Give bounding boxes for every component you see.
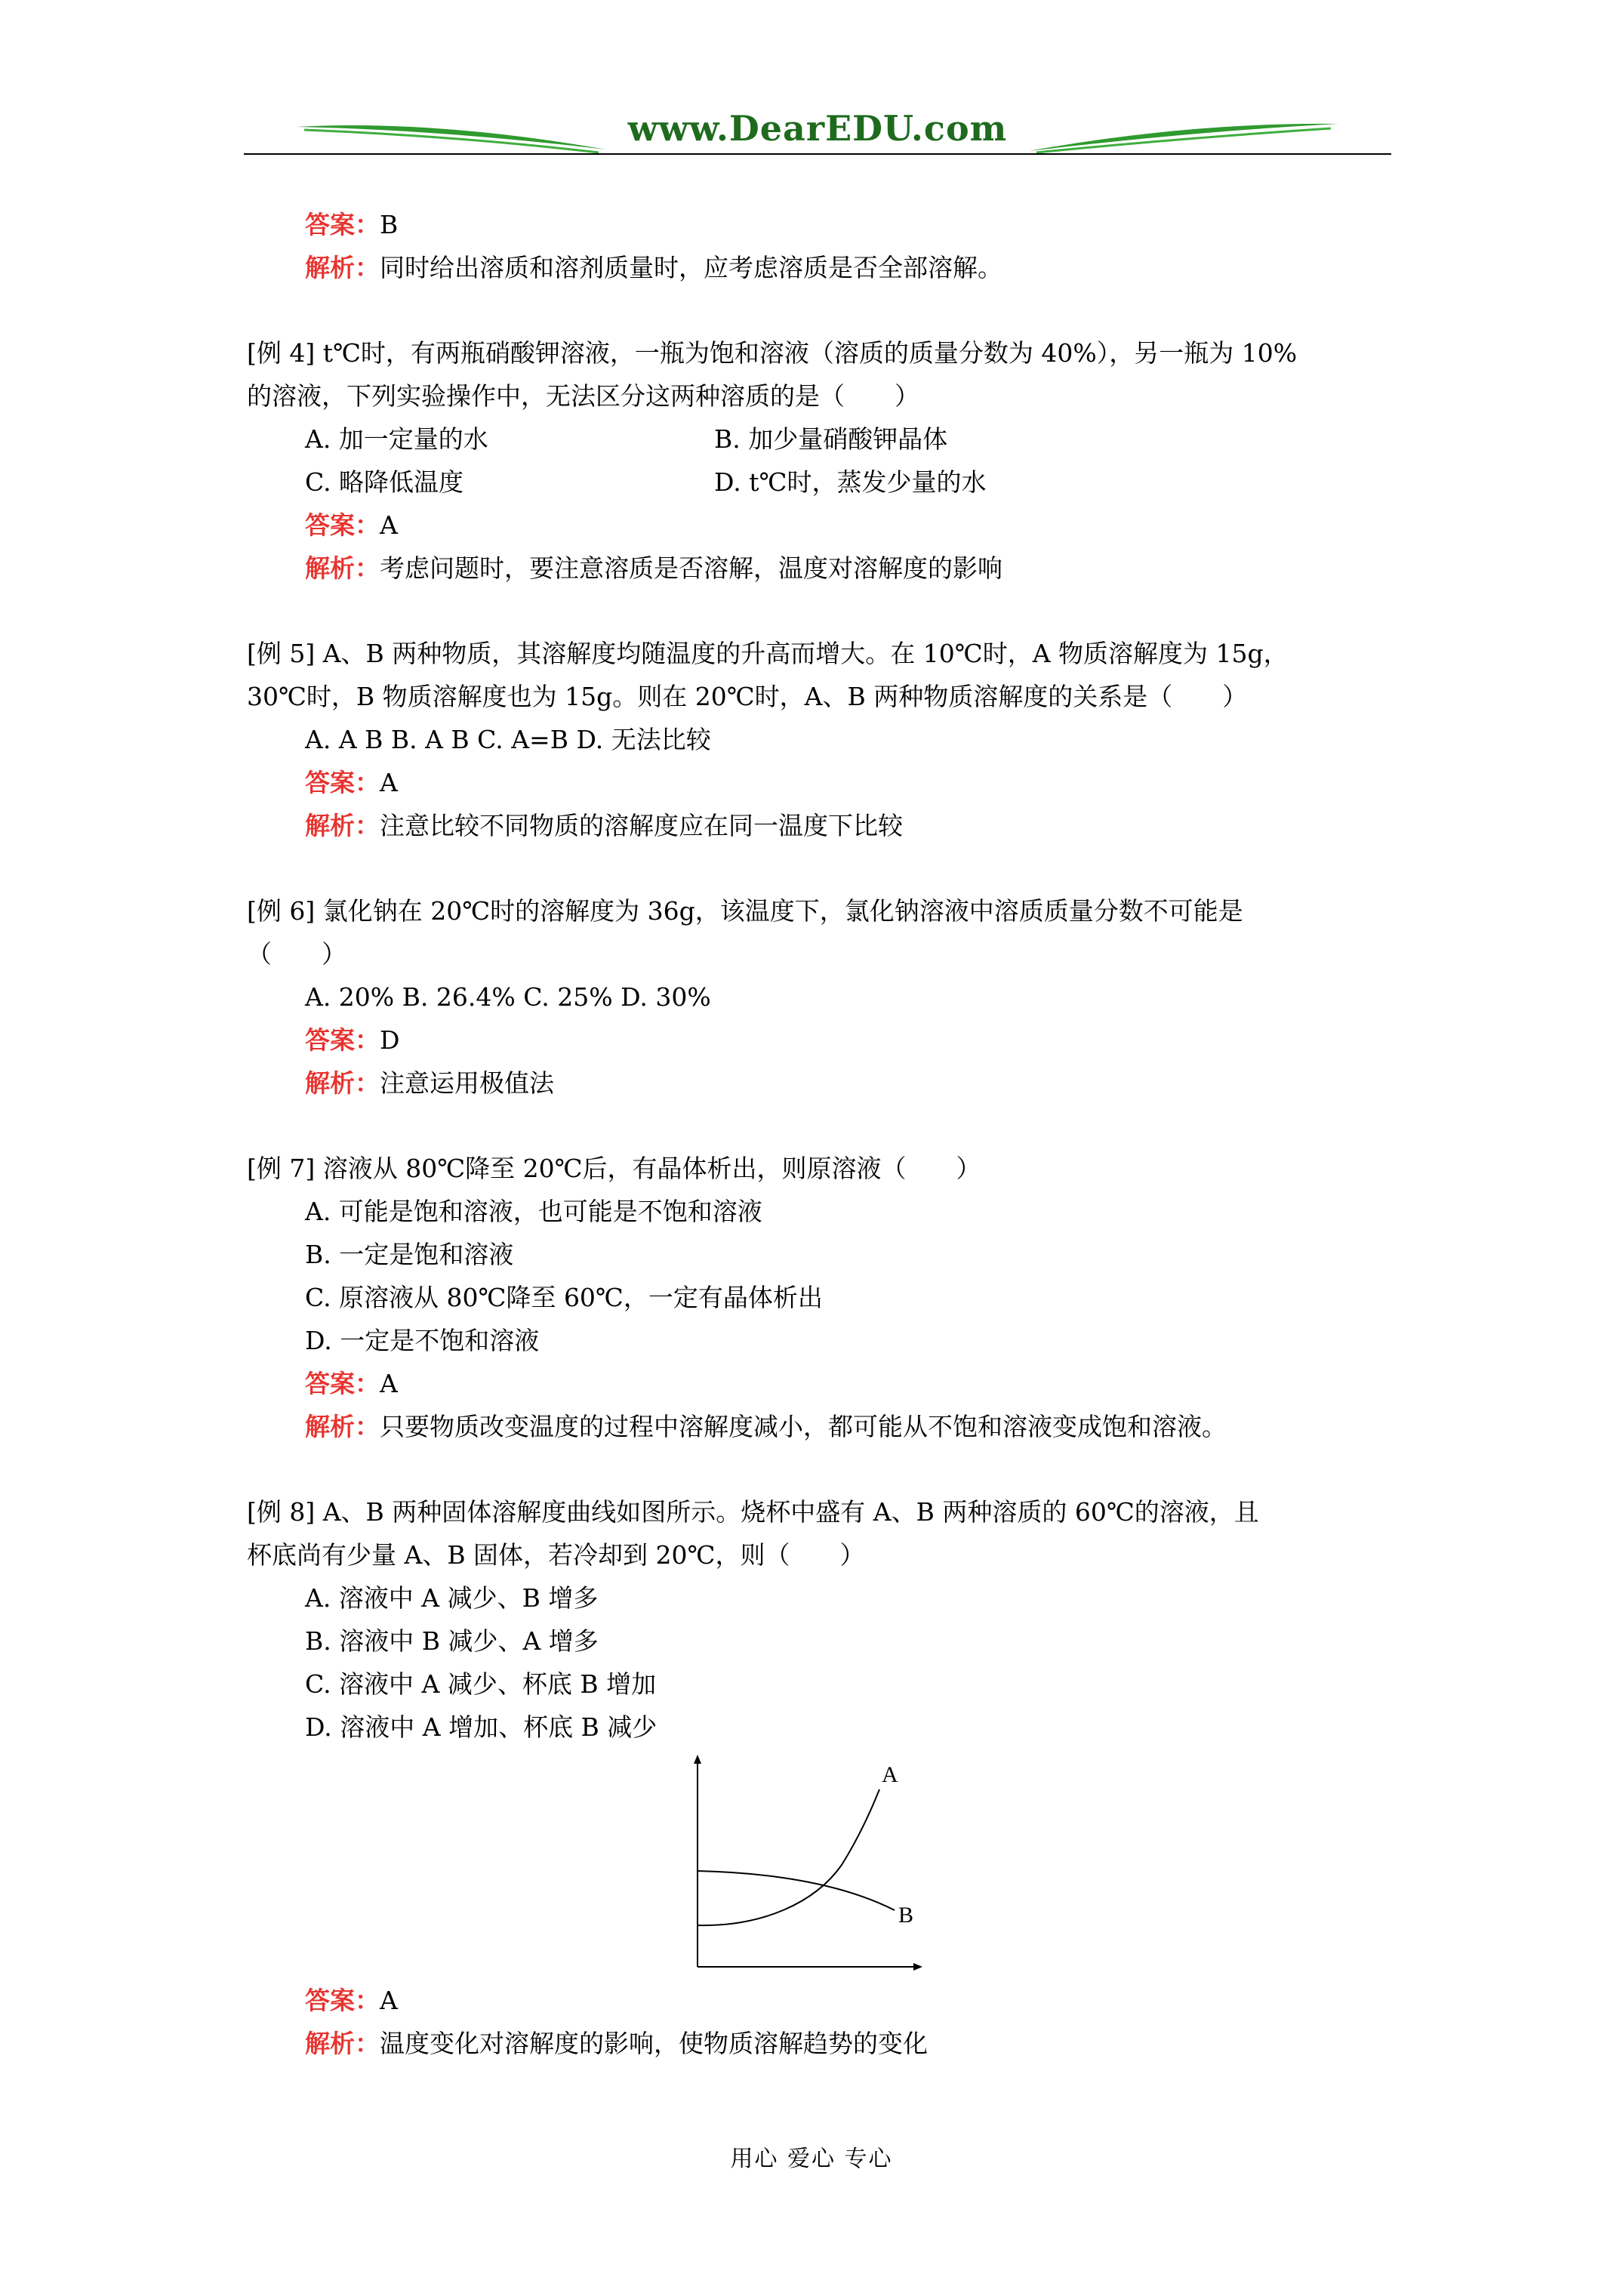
answer-text: 注意比较不同物质的溶解度应在同一温度下比较 xyxy=(380,811,903,840)
answer-line xyxy=(305,766,398,800)
answer-text: 只要物质改变温度的过程中溶解度减小，都可能从不饱和溶液变成饱和溶液。 xyxy=(380,1412,1227,1441)
option-item: C. 溶液中 A 减少、杯底 B 增加 xyxy=(305,1669,657,1699)
header-rule xyxy=(244,153,1391,155)
answer-label: 答案： xyxy=(305,210,380,239)
page-footer: 用心 爱心 专心 xyxy=(730,2146,893,2172)
option-item: A. 20% B. 26.4% C. 25% D. 30% xyxy=(305,982,711,1012)
answer-text: 考虑问题时，要注意溶质是否溶解，温度对溶解度的影响 xyxy=(380,553,1002,583)
option-item: A. 溶液中 A 减少、B 增多 xyxy=(305,1583,599,1613)
answer-line xyxy=(305,1024,399,1057)
analysis-line xyxy=(305,809,903,843)
analysis-line xyxy=(305,1410,1227,1444)
analysis-line xyxy=(305,552,1002,585)
answer-text: 注意运用极值法 xyxy=(380,1068,554,1098)
answer-label: 解析： xyxy=(305,1412,380,1441)
y-axis-arrow-icon xyxy=(694,1755,701,1764)
question-line: [例 8] A、B 两种固体溶解度曲线如图所示。烧杯中盛有 A、B 两种溶质的 60℃的溶液，且 xyxy=(247,1497,1259,1527)
answer-label: 答案： xyxy=(305,1025,380,1055)
curve-a xyxy=(698,1789,879,1925)
question-line: [例 6] 氯化钠在 20℃时的溶解度为 36g，该温度下，氯化钠溶液中溶质质量分数不可能是 xyxy=(247,896,1243,926)
answer-label: 解析： xyxy=(305,553,380,583)
answer-line xyxy=(305,509,398,542)
option-item: D. 一定是不饱和溶液 xyxy=(305,1326,540,1355)
solubility-curve-figure xyxy=(679,1752,936,1978)
answer-line xyxy=(305,1984,398,2017)
site-logo-text: www.DearEDU.com xyxy=(627,108,1008,149)
answer-text: D xyxy=(380,1025,400,1055)
answer-line xyxy=(305,1367,398,1401)
option-item: B. 一定是饱和溶液 xyxy=(305,1240,514,1269)
option-item: C. 原溶液从 80℃降至 60℃，一定有晶体析出 xyxy=(305,1283,823,1312)
answer-label: 答案： xyxy=(305,768,380,797)
answer-line xyxy=(305,208,398,242)
answer-label: 答案： xyxy=(305,510,380,540)
analysis-line xyxy=(305,2027,928,2060)
analysis-line xyxy=(305,251,1002,285)
answer-text: A xyxy=(380,510,398,540)
answer-label: 解析： xyxy=(305,1068,380,1098)
right-swoosh-icon xyxy=(1029,124,1338,151)
answer-text: A xyxy=(380,1369,398,1398)
answer-text: 温度变化对溶解度的影响，使物质溶解趋势的变化 xyxy=(380,2029,928,2058)
answer-label: 解析： xyxy=(305,811,380,840)
answer-label: 答案： xyxy=(305,1369,380,1398)
option-item: D. t℃时，蒸发少量的水 xyxy=(714,467,987,497)
question-line: [例 5] A、B 两种物质，其溶解度均随温度的升高而增大。在 10℃时，A 物质溶解度为 15g， xyxy=(247,639,1289,668)
x-axis-arrow-icon xyxy=(913,1963,922,1971)
answer-label: 答案： xyxy=(305,1986,380,2015)
question-line: （ ） xyxy=(247,939,346,969)
answer-text: A xyxy=(380,1986,398,2015)
page-header xyxy=(244,106,1391,166)
option-item: D. 溶液中 A 增加、杯底 B 减少 xyxy=(305,1712,658,1742)
answer-label: 解析： xyxy=(305,253,380,282)
answer-text: A xyxy=(380,768,398,797)
option-item: C. 略降低温度 xyxy=(305,467,464,497)
question-line: [例 4] t℃时，有两瓶硝酸钾溶液，一瓶为饱和溶液（溶质的质量分数为 40%），另一瓶为 10% xyxy=(247,338,1298,368)
answer-label: 解析： xyxy=(305,2029,380,2058)
option-item: B. 溶液中 B 减少、A 增多 xyxy=(305,1626,599,1656)
answer-text: 同时给出溶质和溶剂质量时，应考虑溶质是否全部溶解。 xyxy=(380,253,1002,282)
curve-a-label: A xyxy=(882,1762,898,1787)
option-item: B. 加少量硝酸钾晶体 xyxy=(714,424,948,454)
analysis-line xyxy=(305,1067,554,1100)
question-line: 30℃时，B 物质溶解度也为 15g。则在 20℃时，A、B 两种物质溶解度的关系是（ ） xyxy=(247,682,1248,711)
option-item: A. 可能是饱和溶液，也可能是不饱和溶液 xyxy=(305,1197,762,1226)
question-line: 的溶液，下列实验操作中，无法区分这两种溶质的是（ ） xyxy=(247,381,919,411)
question-line: 杯底尚有少量 A、B 固体，若冷却到 20℃，则（ ） xyxy=(247,1540,865,1570)
question-line: [例 7] 溶液从 80℃降至 20℃后，有晶体析出，则原溶液（ ） xyxy=(247,1154,981,1183)
option-item: A. 加一定量的水 xyxy=(305,424,488,454)
option-item: A. A B B. A B C. A=B D. 无法比较 xyxy=(305,725,711,754)
answer-text: B xyxy=(380,210,399,239)
curve-b-label: B xyxy=(898,1903,914,1928)
